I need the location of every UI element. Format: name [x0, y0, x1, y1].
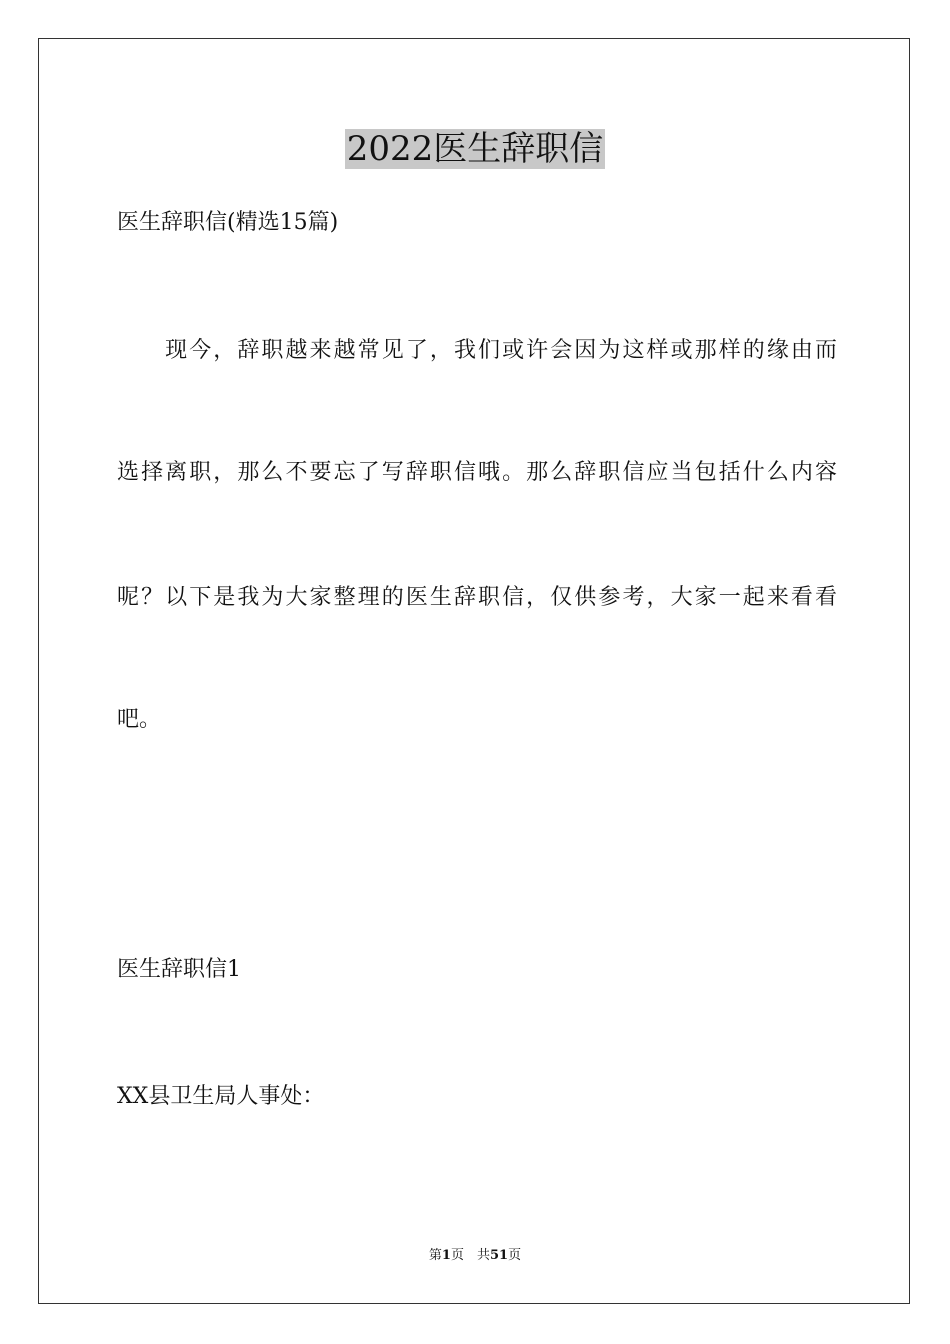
footer-total-suffix: 页	[508, 1248, 522, 1263]
footer-page-suffix: 页 共	[450, 1248, 490, 1263]
footer-page-number: 1	[441, 1248, 451, 1263]
paragraph-line: 选择离职，那么不要忘了写辞职信哦。那么辞职信应当包括什么内容	[117, 460, 837, 485]
document-subtitle: 医生辞职信(精选15篇)	[117, 210, 339, 235]
footer-page-prefix: 第	[428, 1248, 442, 1263]
paragraph-line: 现今，辞职越来越常见了，我们或许会因为这样或那样的缘由而	[117, 338, 837, 363]
salutation: XX县卫生局人事处：	[117, 1084, 325, 1109]
document-title	[0, 128, 950, 170]
section-heading: 医生辞职信1	[117, 957, 241, 982]
document-title-text: 2022医生辞职信	[346, 129, 604, 169]
paragraph-line: 吧。	[117, 707, 162, 732]
paragraph-line: 呢？以下是我为大家整理的医生辞职信，仅供参考，大家一起来看看	[117, 585, 837, 610]
footer-total-pages: 51	[489, 1248, 509, 1263]
page-footer	[0, 1247, 950, 1265]
